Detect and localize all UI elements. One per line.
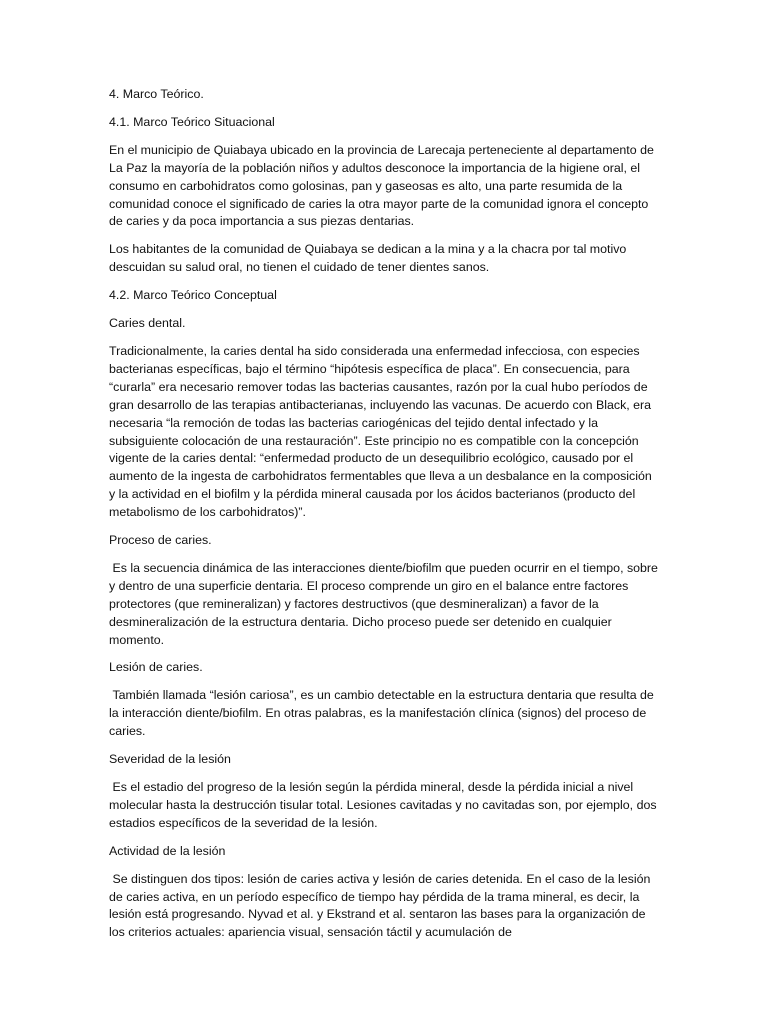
- paragraph-caries-dental: Tradicionalmente, la caries dental ha sido considerada una enfermedad infecciosa, con especies bacterianas específicas, bajo el término “hipótesis específica de placa”. En consecuencia, para “curarla” era necesario remover todas las bacterias causantes, razón por la cual hubo períodos de gran desarrollo de las terapias antibacterianas, incluyendo las vacunas. De acuerdo con Black, era necesaria “la remoción de todas las bacterias cariogénicas del tejido dental infectado y la subsiguiente colocación de una restauración”. Este principio no es compatible con la concepción vigente de la caries dental: “enfermedad producto de un desequilibrio ecológico, causado por el aumento de la ingesta de carbohidratos fermentables que lleva a un desbalance en la composición y la actividad en el biofilm y la pérdida mineral causada por los ácidos bacterianos (producto del metabolismo de los carbohidratos)”.: [109, 343, 652, 520]
- paragraph-quiabaya-habitantes: Los habitantes de la comunidad de Quiabaya se dedican a la mina y a la chacra por tal motivo descuidan su salud oral, no tienen el cuidado de tener dientes sanos.: [109, 242, 627, 275]
- document-page: [109, 86, 661, 952]
- paragraph-actividad-lesion: Se distinguen dos tipos: lesión de caries activa y lesión de caries detenida. En el caso de la lesión de caries activa, en un período específico de tiempo hay pérdida de la trama mineral, es decir, la lesión está progresando. Nyvad et al. y Ekstrand et al. sentaron las bases para la organización de los criterios actuales: apariencia visual, sensación táctil y acumulación de: [109, 871, 654, 940]
- paragraph-lesion-caries: También llamada “lesión cariosa”, es un cambio detectable en la estructura dentaria que resulta de la interacción diente/biofilm. En otras palabras, es la manifestación clínica (signos) del proceso de caries.: [109, 688, 658, 739]
- subheading-severidad-lesion: Severidad de la lesión: [109, 752, 231, 767]
- subheading-proceso-caries: Proceso de caries.: [109, 533, 212, 548]
- subheading-caries-dental: Caries dental.: [109, 316, 186, 331]
- subheading-actividad-lesion: Actividad de la lesión: [109, 843, 226, 858]
- section-heading-marco-teorico: 4. Marco Teórico.: [109, 87, 204, 101]
- subheading-lesion-caries: Lesión de caries.: [109, 660, 203, 675]
- paragraph-severidad-lesion: Es el estadio del progreso de la lesión según la pérdida mineral, desde la pérdida inicial a nivel molecular hasta la destrucción tisular total. Lesiones cavitadas y no cavitadas son, por ejemplo, dos estadios específicos de la severidad de la lesión.: [109, 780, 661, 830]
- paragraph-quiabaya-municipio: En el municipio de Quiabaya ubicado en la provincia de Larecaja perteneciente al departamento de La Paz la mayoría de la población niños y adultos desconoce la importancia de la higiene oral, el consumo en carbohidratos como golosinas, pan y gaseosas es alto, una parte resumida de la comunidad conoce el significado de caries la otra mayor parte de la comunidad ignora el concepto de caries y da poca importancia a sus piezas dentarias.: [109, 142, 654, 229]
- section-heading-conceptual: 4.2. Marco Teórico Conceptual: [109, 288, 277, 303]
- section-heading-situacional: 4.1. Marco Teórico Situacional: [109, 114, 275, 129]
- paragraph-proceso-caries: Es la secuencia dinámica de las interacciones diente/biofilm que pueden ocurrir en el tiempo, sobre y dentro de una superficie dentaria. El proceso comprende un giro en el balance entre factores protectores (que remineralizan) y factores destructivos (que desmineralizan) a favor de la desmineralización de la estructura dentaria. Dicho proceso puede ser detenido en cualquier momento.: [109, 560, 662, 647]
